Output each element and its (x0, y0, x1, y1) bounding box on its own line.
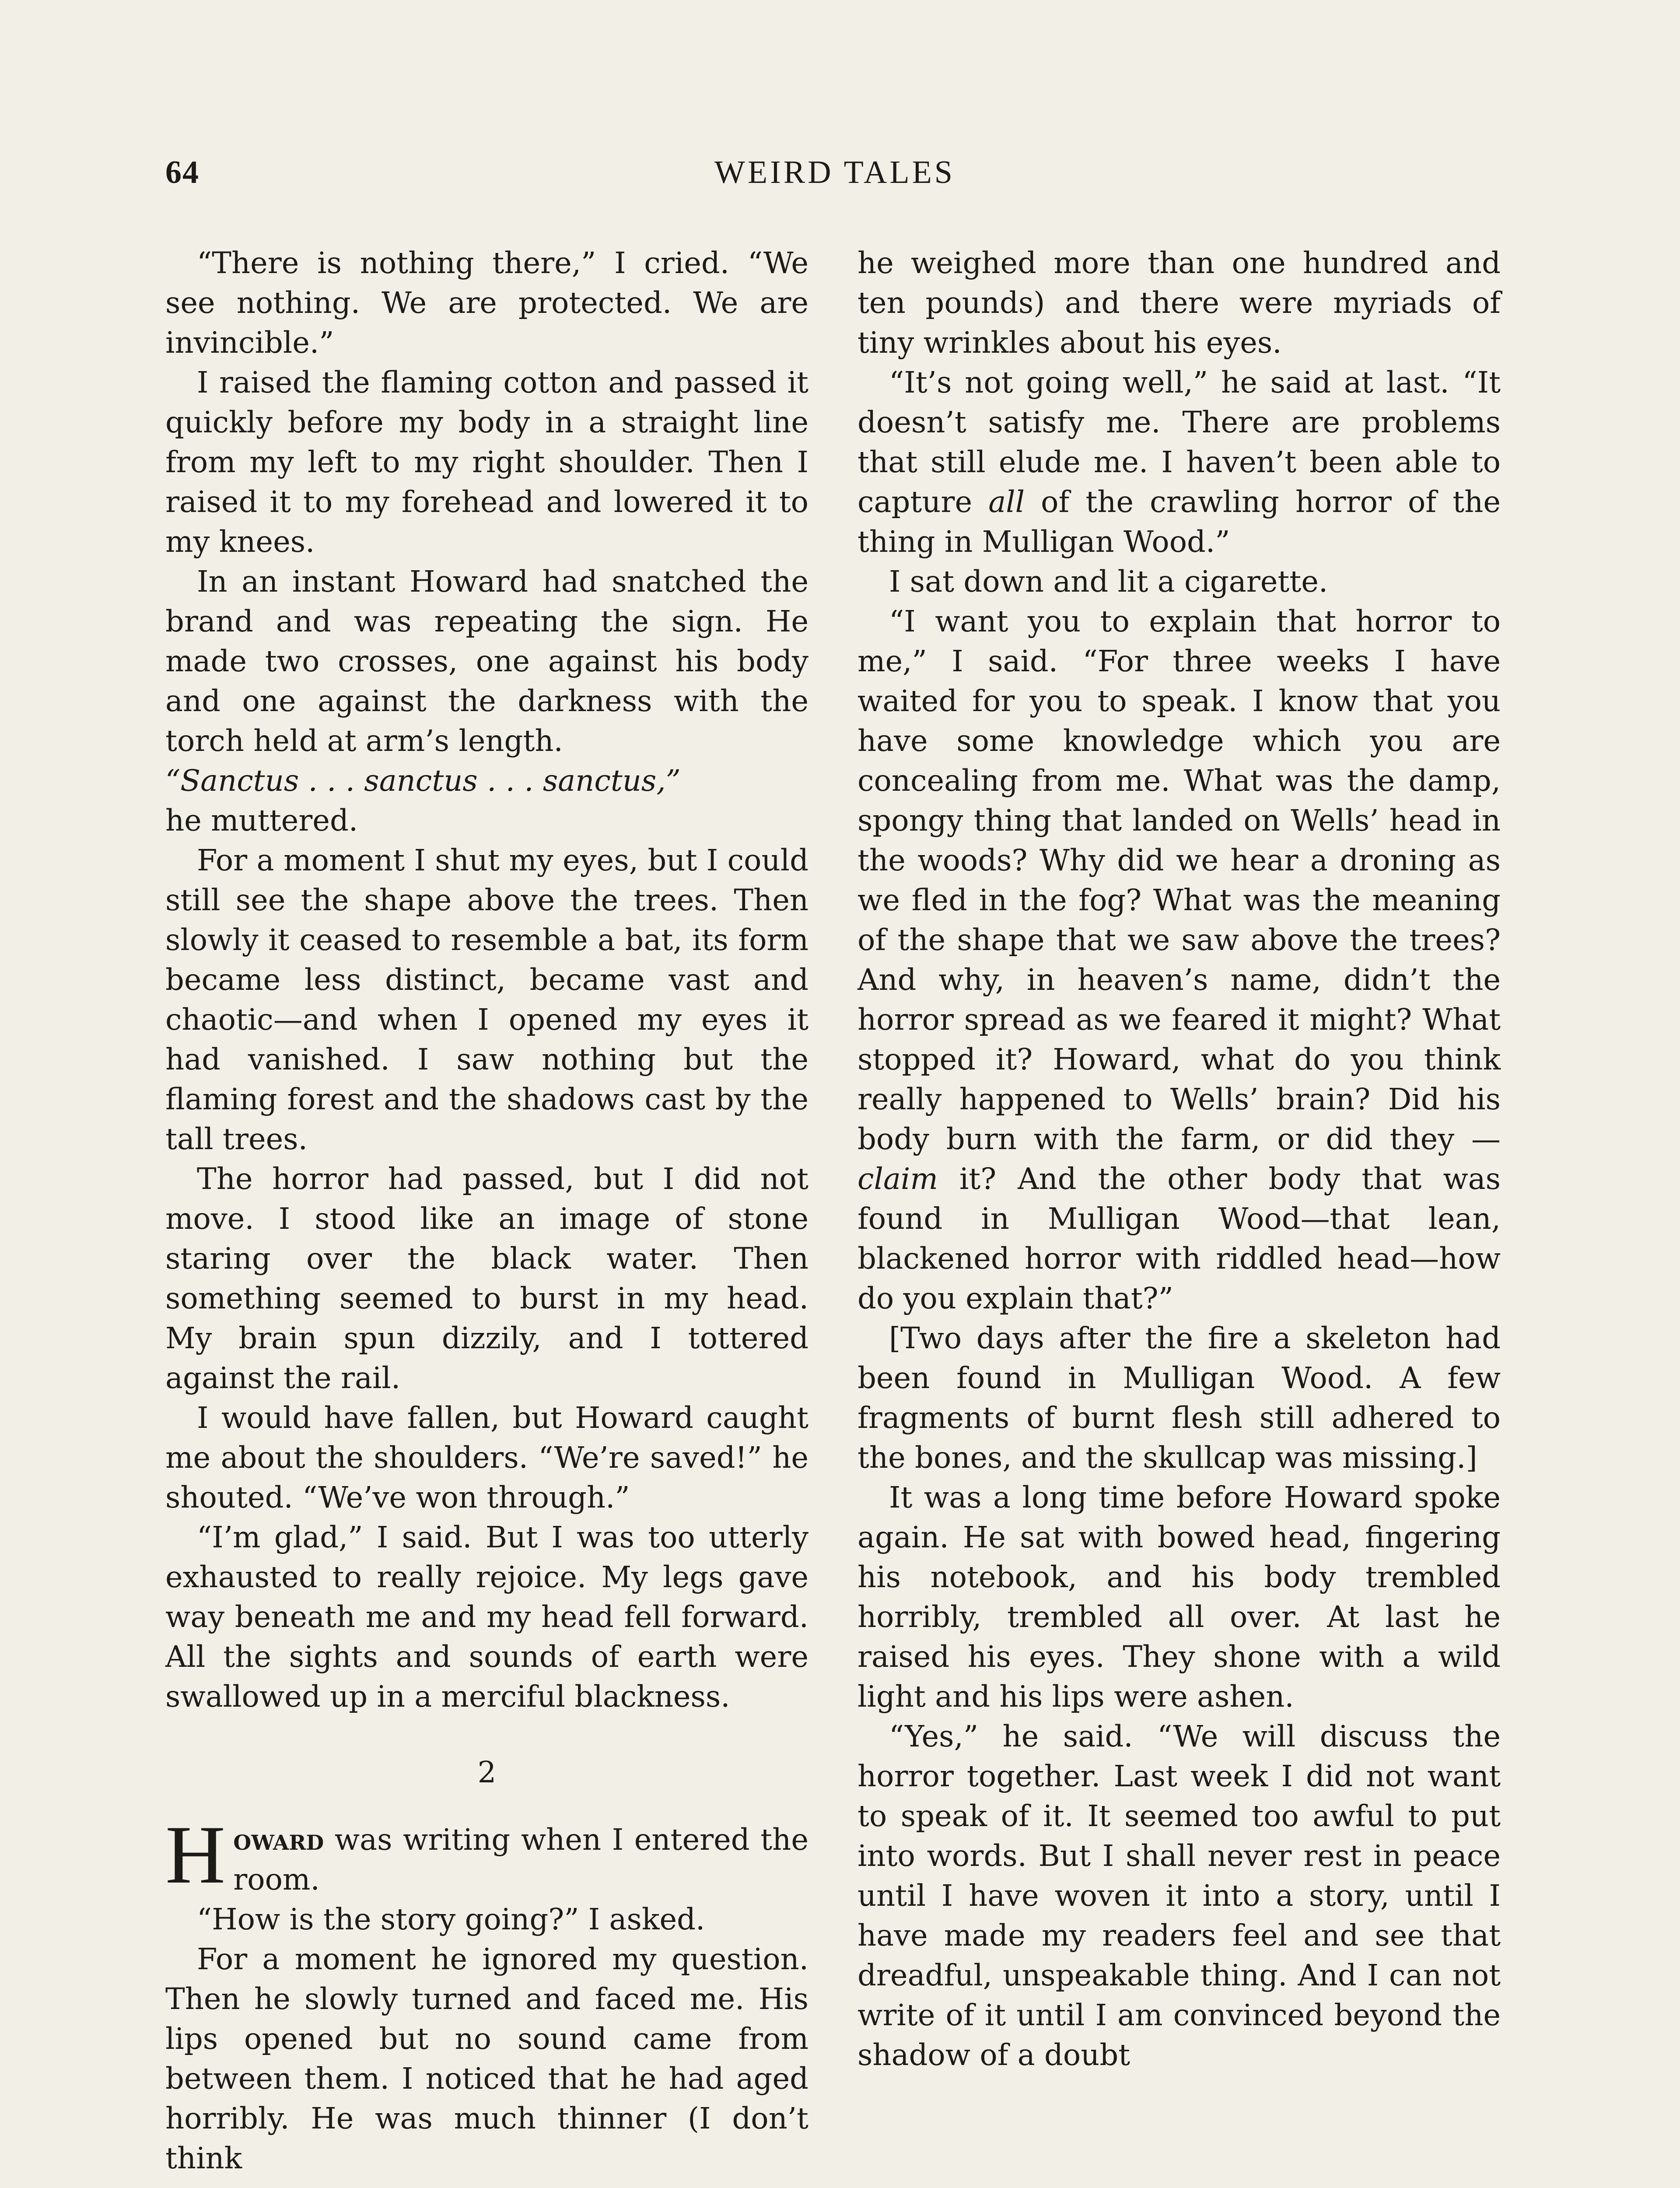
text-run: “I want you to explain that horror to me,” I said. “For three weeks I have waited for you to speak. I know that you have some knowledge which you are concealing from me. What was the damp, spongy thing that landed on Wells’ head in the woods? Why did we hear a droning as we fled in the fog? What was the meaning of the shape that we saw above the trees? And why, in heaven’s name, didn’t the horror spread as we feared it might? What stopped it? Howard, what do you think really happened to Wells’ brain? Did his body burn with the farm, or did they — (858, 604, 1501, 1156)
paragraph: “There is nothing there,” I cried. “We see nothing. We are protected. We are invincible.” (165, 246, 808, 360)
small-caps-word: oward (233, 1822, 324, 1857)
paragraph: For a moment he ignored my question. Then he slowly turned and faced me. His lips opened but no sound came from between them. I noticed that he had aged horribly. He was much thinner (I don’t think (165, 1942, 808, 2175)
paragraph (858, 602, 1501, 1318)
bracketed-note: [Two days after the fire a skeleton had been found in Mulligan Wood. A few fragments of burnt flesh still adhered to the bones, and the skullcap was missing.] (858, 1321, 1501, 1475)
right-column (858, 243, 1501, 2075)
emphasis: claim (858, 1162, 938, 1196)
paragraph: For a moment I shut my eyes, but I could still see the shape above the trees. Then slowly it ceased to resemble a bat, its form became less distinct, became vast and chaotic—and when I opened my eyes it had vanished. I saw nothing but the flaming forest and the shadows cast by the tall trees. (165, 843, 808, 1156)
paragraph: “I’m glad,” I said. But I was too utterly exhausted to really rejoice. My legs gave way beneath me and my head fell forward. All the sights and sounds of earth were swallowed up in a merciful blackness. (165, 1520, 808, 1714)
drop-cap: H (165, 1809, 226, 1901)
paragraph: he muttered. (165, 803, 358, 838)
paragraph: “How is the story going?” I asked. (197, 1902, 705, 1936)
magazine-title: WEIRD TALES (714, 154, 955, 190)
latin-chant: “Sanctus . . . sanctus . . . sanctus,” (165, 764, 681, 798)
opening-text: was writing when I entered the room. (233, 1823, 808, 1897)
emphasis: all (988, 485, 1025, 519)
paragraph: I would have fallen, but Howard caught me about the shoulders. “We’re saved!” he shouted. “We’ve won through.” (165, 1401, 808, 1515)
paragraph (858, 363, 1501, 562)
page-header (165, 154, 1504, 207)
section-number: 2 (477, 1755, 497, 1789)
paragraph: In an instant Howard had snatched the brand and was repeating the sign. He made two crosses, one against his body and one against the darkness with the torch held at arm’s length. (165, 565, 808, 758)
text-run: “It’s not going well,” he said at last. “It doesn’t satisfy me. There are problems that still elude me. I haven’t been able to capture (858, 365, 1501, 519)
page-number: 64 (165, 154, 200, 190)
paragraph: he weighed more than one hundred and ten pounds) and there were myriads of tiny wrinkles about his eyes. (858, 246, 1501, 360)
left-column (165, 243, 808, 2178)
paragraph: I raised the flaming cotton and passed it quickly before my body in a straight line from my left to my right shoulder. Then I raised it to my forehead and lowered it to my knees. (165, 365, 808, 559)
paragraph: “Yes,” he said. “We will discuss the horror together. Last week I did not want to speak of it. It seemed too awful to put into words. But I shall never rest in peace until I have woven it into a story, until I have made my readers feel and see that dreadful, unspeakable thing. And I can not write of it until I am convinced beyond the shadow of a doubt (858, 1719, 1501, 2072)
text-run: it? And the other body that was found in Mulligan Wood—that lean, blackened horror with riddled head—how do you explain that?” (858, 1162, 1501, 1315)
paragraph: I sat down and lit a cigarette. (889, 565, 1328, 599)
section-opening-paragraph (165, 1809, 808, 1901)
paragraph: It was a long time before Howard spoke again. He sat with bowed head, fingering his notebook, and his body trembled horribly, trembled all over. At last he raised his eyes. They shone with a wild light and his lips were ashen. (858, 1480, 1501, 1714)
paragraph: The horror had passed, but I did not move. I stood like an image of stone staring over the black water. Then something seemed to burst in my head. My brain spun dizzily, and I tottered against the rail. (165, 1162, 808, 1395)
text-run: of the crawling horror of the thing in Mulligan Wood.” (858, 485, 1501, 559)
